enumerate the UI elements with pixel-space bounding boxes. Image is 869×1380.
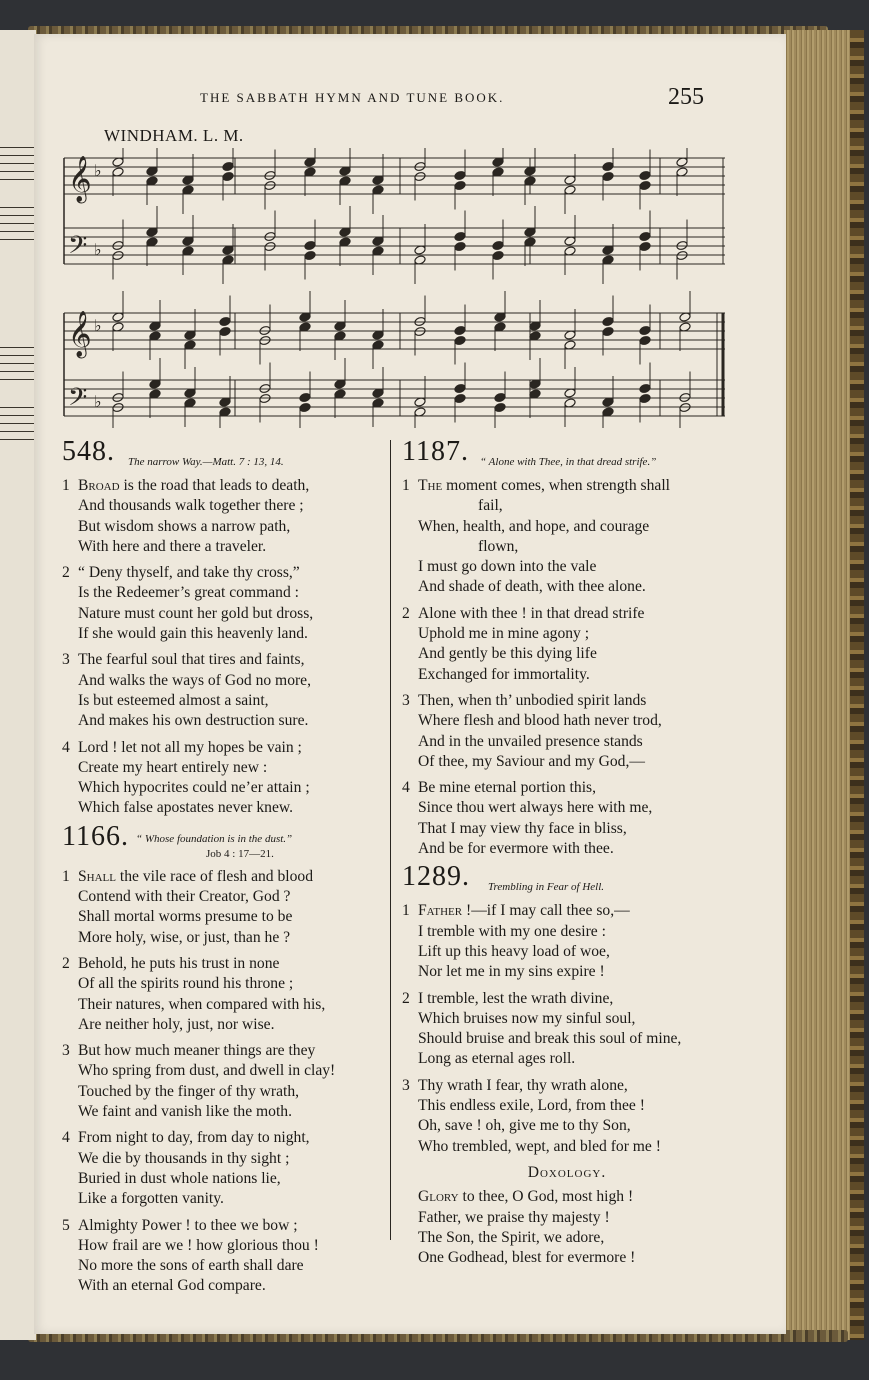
hymn-title: “ Alone with Thee, in that dread strife.” [480, 456, 657, 468]
note-head [454, 335, 466, 345]
note-head [299, 392, 311, 402]
flat-sign-icon: ♭ [94, 316, 102, 335]
hymn-line: Lift up this heavy load of woe, [418, 942, 610, 960]
hymn-line: Is but esteemed almost a saint, [78, 691, 269, 709]
hymn-header [402, 436, 732, 476]
hymn-line: Since thou wert always here with me, [418, 799, 653, 817]
note-head [639, 335, 651, 345]
hymn-line: Create my heart entirely new : [78, 758, 268, 776]
hymn-line: But wisdom shows a narrow path, [78, 517, 291, 535]
stanza-number: 4 [62, 1129, 70, 1147]
tune-title: WINDHAM. L. M. [104, 126, 244, 145]
hymn-line: Should bruise and break this soul of mine, [418, 1030, 682, 1048]
note-head [454, 231, 466, 241]
hymn-header [62, 820, 392, 867]
note-head [639, 231, 651, 241]
note-head [304, 250, 316, 260]
note-head [639, 241, 651, 251]
hymn-line: Oh, save ! oh, give me to thy Son, [418, 1117, 631, 1135]
note-head [454, 170, 466, 180]
hymn-line: Contend with their Creator, God ? [78, 888, 291, 906]
flat-sign-icon: ♭ [94, 240, 102, 259]
note-head [219, 326, 231, 336]
hymn-line-text: the vile race of flesh and blood [116, 867, 314, 885]
hymn-reference: Job 4 : 17—21. [206, 847, 274, 860]
hymn-line: “ Deny thyself, and take thy cross,” [78, 564, 300, 582]
stanza-number: 1 [402, 902, 410, 920]
hymn-body [402, 476, 732, 859]
hymn-number: 1289. [402, 861, 470, 893]
hymn-body [62, 476, 392, 819]
hymn-line: Which false apostates never knew. [78, 799, 294, 817]
note-head [304, 240, 316, 250]
note-head [492, 240, 504, 250]
hymn-line: Buried in dust whole nations lie, [78, 1169, 281, 1187]
hymn-line: And thousands walk together there ; [78, 497, 304, 515]
stanza-number: 1 [402, 477, 410, 494]
page-fore-edge [784, 30, 854, 1340]
hymn-line: Thy wrath I fear, thy wrath alone, [418, 1076, 628, 1094]
hymn-line: Which hypocrites could ne’er attain ; [78, 779, 310, 797]
stanza-lead-word: Broad [78, 477, 120, 494]
left-column [62, 436, 392, 1303]
stanza-number: 2 [402, 989, 410, 1007]
hymn-line: Touched by the finger of thy wrath, [78, 1082, 300, 1100]
hymn-line: Where flesh and blood hath never trod, [418, 712, 662, 730]
stanza [62, 563, 392, 644]
note-head [492, 250, 504, 260]
hymn-line: flown, [478, 537, 519, 555]
treble-clef-icon: 𝄞 [68, 156, 92, 202]
hymn-title: The narrow Way.—Matt. 7 : 13, 14. [128, 456, 284, 468]
hymn-line: If she would gain this heavenly land. [78, 625, 308, 643]
hymn-line: Alone with thee ! in that dread strife [418, 604, 645, 622]
stanza [62, 1216, 392, 1297]
stanza-lead-word: The [418, 477, 443, 494]
flat-sign-icon: ♭ [94, 392, 102, 411]
note-head [602, 171, 614, 181]
stanza [62, 954, 392, 1035]
doxology-heading: Doxology. [527, 1163, 607, 1181]
stanza-number: 3 [62, 1042, 70, 1060]
hymn-line: Of all the spirits round his throne ; [78, 975, 294, 993]
prev-staff [0, 400, 36, 440]
note-head [639, 393, 651, 403]
stanza-number: 2 [62, 954, 70, 972]
stanza [62, 1128, 392, 1209]
stanza-number: 3 [62, 651, 70, 669]
hymn-line: Lord ! let not all my hopes be vain ; [78, 738, 302, 756]
stanza-number: 3 [402, 691, 410, 709]
hymn-line: And in the unvailed presence stands [418, 732, 643, 750]
bass-clef-icon: 𝄢 [68, 383, 88, 418]
flat-sign-icon: ♭ [94, 161, 102, 180]
hymn-line [402, 476, 732, 496]
hymn-line: I must go down into the vale [418, 558, 597, 576]
stanza-number: 2 [402, 604, 410, 622]
hymn-line: And shade of death, with thee alone. [418, 578, 646, 596]
gilt-edge [850, 30, 864, 1340]
note-head [454, 393, 466, 403]
stanza-number: 5 [62, 1216, 70, 1234]
hymn-line: We die by thousands in thy sight ; [78, 1149, 290, 1167]
hymn-line [402, 901, 732, 921]
hymn-line: Their natures, when compared with his, [78, 995, 326, 1013]
hymn-number: 1166. [62, 820, 129, 852]
bass-clef-icon: 𝄢 [68, 231, 88, 266]
hymn-line: No more the sons of earth shall dare [78, 1257, 304, 1275]
hymn-line: The fearful soul that tires and faints, [78, 651, 305, 669]
doxology-line-text: to thee, O God, most high ! [458, 1188, 634, 1206]
hymn-line: Then, when th’ unbodied spirit lands [418, 691, 647, 709]
stanza-number: 2 [62, 564, 70, 582]
hymn-body [62, 867, 392, 1297]
hymn-line: Uphold me in mine agony ; [418, 625, 590, 643]
hymn-line: Nor let me in my sins expire ! [418, 963, 605, 981]
note-head [639, 325, 651, 335]
hymn-line: Shall mortal worms presume to be [78, 908, 293, 926]
stanza [402, 691, 732, 772]
stanza [402, 989, 732, 1070]
note-head [219, 316, 231, 326]
hymn-line [62, 476, 392, 496]
hymn-line: We faint and vanish like the moth. [78, 1103, 292, 1121]
note-head [602, 326, 614, 336]
note-head [454, 383, 466, 393]
hymn-line: Behold, he puts his trust in none [78, 954, 280, 972]
hymn-line: Of thee, my Saviour and my God,— [418, 752, 645, 770]
note-head [639, 180, 651, 190]
note-head [639, 383, 651, 393]
treble-clef-icon: 𝄞 [68, 311, 92, 357]
stanza [62, 650, 392, 731]
hymn-line: From night to day, from day to night, [78, 1129, 310, 1147]
stanza-number: 4 [62, 738, 70, 756]
hymn-body [402, 901, 732, 1157]
hymn-line [62, 867, 392, 887]
stanza-lead-word: Father [418, 902, 463, 920]
hymn-line: fail, [478, 497, 503, 515]
doxology-line: The Son, the Spirit, we adore, [418, 1228, 605, 1246]
stanza [62, 1041, 392, 1122]
stanza [402, 778, 732, 859]
stanza-number: 1 [62, 867, 70, 885]
running-head: THE SABBATH HYMN AND TUNE BOOK. [200, 90, 505, 105]
note-head [602, 161, 614, 171]
right-column [402, 436, 732, 1268]
stanza [62, 476, 392, 557]
hymn-line: Almighty Power ! to thee we bow ; [78, 1216, 298, 1234]
note-head [299, 402, 311, 412]
doxology-line: One Godhead, blest for evermore ! [418, 1249, 636, 1267]
stanza [62, 867, 392, 948]
prev-staff [0, 340, 36, 380]
hymn-line: Long as eternal ages roll. [418, 1050, 576, 1068]
hymn-line: Who spring from dust, and dwell in clay! [78, 1062, 336, 1080]
hymn-line: Which bruises now my sinful soul, [418, 1009, 636, 1027]
note-head [602, 316, 614, 326]
hymn-header [402, 861, 732, 901]
hymn-line: Exchanged for immortality. [418, 665, 590, 683]
hymn-line: This endless exile, Lord, from thee ! [418, 1097, 645, 1115]
stanza [402, 1076, 732, 1157]
stanza-number: 3 [402, 1076, 410, 1094]
hymn-number: 548. [62, 436, 115, 467]
hymn-line: Nature must count her gold but dross, [78, 604, 314, 622]
note-head [454, 325, 466, 335]
doxology-line [402, 1187, 732, 1207]
stanza-number: 4 [402, 779, 410, 797]
hymn-line: I tremble with my one desire : [418, 922, 606, 940]
hymn-line: That I may view thy face in bliss, [418, 819, 627, 837]
hymn-line: More holy, wise, or just, than he ? [78, 928, 291, 946]
note-head [494, 392, 506, 402]
hymn-line: And be for evermore with thee. [418, 840, 614, 858]
hymn-line: Are neither holy, just, nor wise. [78, 1015, 275, 1033]
hymn-line: With an eternal God compare. [78, 1277, 266, 1295]
note-head [639, 170, 651, 180]
note-head [222, 161, 234, 171]
stanza-number: 1 [62, 477, 70, 494]
hymn-line: And walks the ways of God no more, [78, 671, 312, 689]
stanza [402, 476, 732, 598]
hymn-line: How frail are we ! how glorious thou ! [78, 1236, 319, 1254]
hymn-line: Be mine eternal portion this, [418, 779, 596, 797]
note-head [222, 171, 234, 181]
hymn-line-text: moment comes, when strength shall [442, 477, 671, 494]
note-head [454, 241, 466, 251]
hymn-line: Like a forgotten vanity. [78, 1190, 224, 1208]
music-score [60, 148, 730, 428]
hymn-title: Trembling in Fear of Hell. [488, 881, 605, 894]
hymn-number: 1187. [402, 436, 469, 467]
stanza [402, 901, 732, 982]
hymn-line: Is the Redeemer’s great command : [78, 584, 299, 602]
prev-staff [0, 200, 36, 240]
hymn-line: And gently be this dying life [418, 645, 597, 663]
doxology-body [402, 1187, 732, 1268]
page-number: 255 [668, 84, 704, 110]
note-head [454, 180, 466, 190]
hymn-line-text: is the road that leads to death, [119, 477, 310, 494]
hymn-line: I tremble, lest the wrath divine, [418, 989, 614, 1007]
hymn-line: But how much meaner things are they [78, 1042, 316, 1060]
doxology-lead-word: Glory [418, 1188, 459, 1206]
stanza [62, 738, 392, 819]
hymn-line: And makes his own destruction sure. [78, 712, 309, 730]
hymn-title: “ Whose foundation is in the dust.” [136, 832, 293, 845]
doxology-line: Father, we praise thy majesty ! [418, 1208, 610, 1226]
hymn-line: With here and there a traveler. [78, 537, 267, 555]
hymn-line-text: !—if I may call thee so,— [462, 902, 630, 920]
note-head [494, 402, 506, 412]
hymn-line: Who trembled, wept, and bled for me ! [418, 1137, 661, 1155]
prev-staff [0, 140, 36, 180]
hymn-header [62, 436, 392, 476]
stanza [402, 604, 732, 685]
previous-page-edge [0, 30, 36, 1340]
stanza-lead-word: Shall [78, 867, 116, 885]
hymn-line: When, health, and hope, and courage [418, 517, 650, 535]
